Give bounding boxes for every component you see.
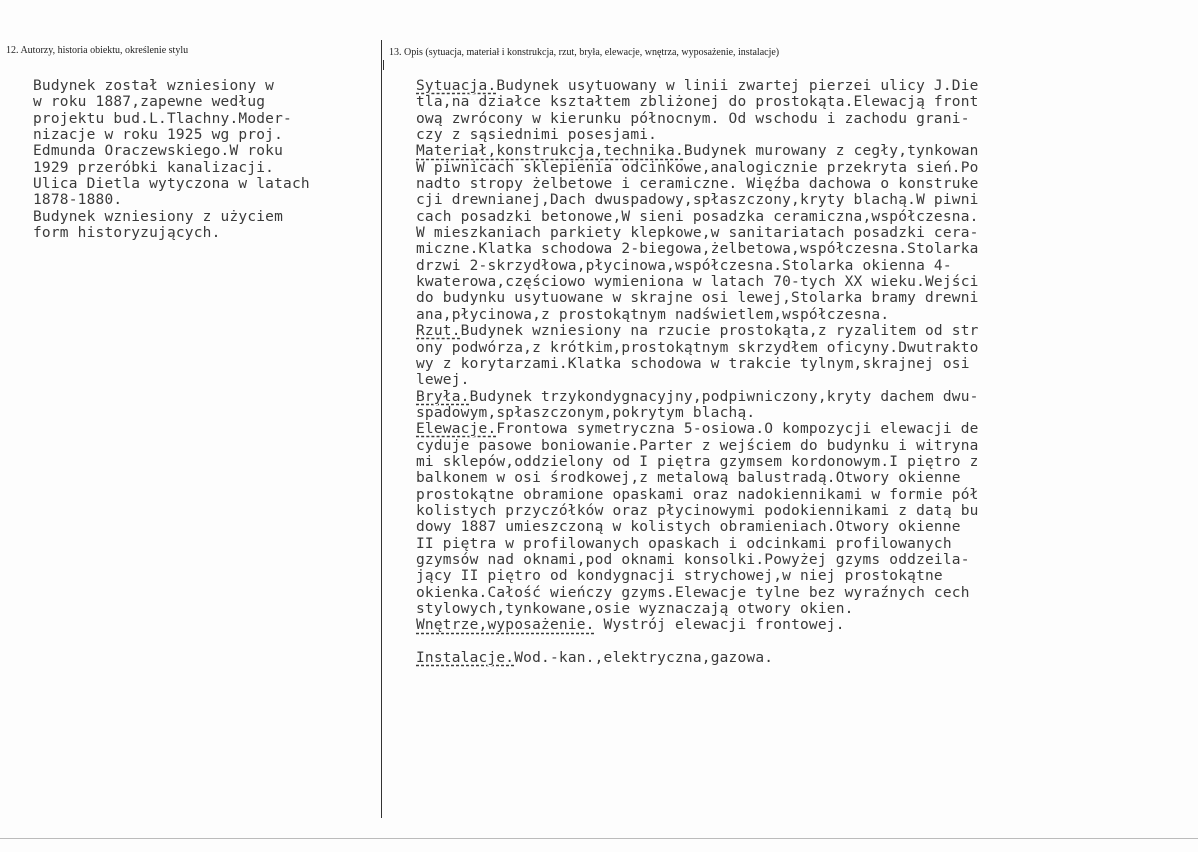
line-text: balkonem w osi środkowej,z metalową balustradą.Otwory okienne xyxy=(416,470,961,487)
page-bottom-edge xyxy=(0,838,1198,839)
description-line xyxy=(416,421,1196,437)
section-13-title: 13. Opis (sytuacja, materiał i konstrukcja, rzut, bryła, elewacje, wnętrza, wyposażenie, instalacje) xyxy=(389,47,780,58)
description-line xyxy=(416,94,1196,110)
description-line xyxy=(416,192,1196,208)
line-text: Budynek murowany z cegły,tynkowan xyxy=(683,143,979,160)
description-line xyxy=(416,470,1196,486)
line-text: cyduje pasowe boniowanie.Parter z wejściem do budynku i witryna xyxy=(416,437,979,454)
line-text: ową zwrócony w kierunku północnym. Od wschodu i zachodu grani- xyxy=(416,110,970,127)
description-line xyxy=(416,601,1196,617)
line-text: lewej. xyxy=(416,372,470,389)
description-line xyxy=(416,241,1196,257)
line-text: Budynek usytuowany w linii zwartej pierzei ulicy J.Die xyxy=(496,78,979,94)
line-text: Wod.-kan.,elektryczna,gazowa. xyxy=(514,650,774,667)
line-text: ony podwórza,z krótkim,prostokątnym skrzydłem oficyny.Dwutrakto xyxy=(416,339,979,356)
description-text xyxy=(416,78,1196,666)
left-text-line: w roku 1887,zapewne według xyxy=(33,94,266,111)
line-text: Budynek trzykondygnacyjny,podpiwniczony,kryty dachem dwu- xyxy=(469,388,979,405)
line-text: drzwi 2-skrzydłowa,płycinowa,współczesna.Stolarka okienna 4- xyxy=(416,257,952,274)
line-text: Wystrój elewacji frontowej. xyxy=(594,617,845,634)
description-line xyxy=(416,552,1196,568)
line-text: kwaterowa,częściowo wymieniona w latach 70-tych XX wieku.Wejści xyxy=(416,274,979,291)
description-line xyxy=(416,585,1196,601)
line-text: dowy 1887 umieszczoną w kolistych obramieniach.Otwory okienne xyxy=(416,519,961,536)
line-text: Budynek wzniesiony na rzucie prostokąta,z ryzalitem od str xyxy=(460,323,979,340)
line-text: mi sklepów,oddzielony od I piętra gzymsem kordonowym.I piętro z xyxy=(416,453,979,470)
description-line xyxy=(416,127,1196,143)
description-line xyxy=(416,290,1196,306)
description-line xyxy=(416,634,1196,650)
line-text: tla,na działce kształtem zbliżonej do prostokąta.Elewacją front xyxy=(416,94,979,111)
line-text: ana,płycinowa,z prostokątnym nadświetlem,współczesna. xyxy=(416,306,890,323)
description-line xyxy=(416,340,1196,356)
left-text-line: projektu bud.L.Tlachny.Moder- xyxy=(33,110,292,127)
description-line xyxy=(416,176,1196,192)
description-line xyxy=(416,323,1196,339)
line-text: gzymsów nad oknami,pod oknami konsolki.Powyżej gzyms oddzeila- xyxy=(416,551,970,568)
column-divider xyxy=(381,40,382,818)
line-text: II piętra w profilowanych opaskach i odcinkami profilowanych xyxy=(416,535,952,552)
left-text-line: Budynek wzniesiony z użyciem xyxy=(33,208,284,225)
section-12-title: 12. Autorzy, historia obiektu, określenie stylu xyxy=(6,45,189,56)
description-line xyxy=(416,356,1196,372)
description-line xyxy=(416,160,1196,176)
left-text-line: Edmunda Oraczewskiego.W roku xyxy=(33,143,284,160)
line-text: cach posadzki betonowe,W sieni posadzka ceramiczna,współczesna. xyxy=(416,208,979,225)
description-line xyxy=(416,258,1196,274)
left-text-line: nizacje w roku 1925 wg proj. xyxy=(33,127,284,144)
line-text: jący II piętro od kondygnacji strychowej,w niej prostokątne xyxy=(416,568,943,585)
description-line xyxy=(416,503,1196,519)
description-line xyxy=(416,307,1196,323)
description-line xyxy=(416,568,1196,584)
line-text: wy z korytarzami.Klatka schodowa w trakcie tylnym,skrajnej osi xyxy=(416,355,970,372)
left-text-line: Budynek został wzniesiony w xyxy=(33,78,275,94)
line-text: czy z sąsiednimi posesjami. xyxy=(416,127,658,144)
line-text: cji drewnianej,Dach dwuspadowy,spłaszczony,kryty blachą.W piwni xyxy=(416,192,979,209)
authors-history-text xyxy=(33,78,378,241)
section-heading: Instalacje. xyxy=(416,650,515,667)
description-line xyxy=(416,405,1196,421)
description-line xyxy=(416,617,1196,633)
line-text: W piwnicach sklepienia odcinkowe,analogicznie przekryta sień.Po xyxy=(416,159,979,176)
description-line xyxy=(416,389,1196,405)
line-text: do budynku usytuowane w skrajne osi lewej,Stolarka bramy drewni xyxy=(416,290,979,307)
line-text: okienka.Całość wieńczy gzyms.Elewacje tylne bez wyraźnych cech xyxy=(416,584,970,601)
left-text-line: 1929 przeróbki kanalizacji. xyxy=(33,159,275,176)
section-heading: Wnętrze,wyposażenie. xyxy=(416,617,595,634)
description-line xyxy=(416,78,1196,94)
description-line xyxy=(416,536,1196,552)
description-line xyxy=(416,454,1196,470)
section-heading: Materiał,konstrukcja,technika. xyxy=(416,143,684,160)
description-line xyxy=(416,209,1196,225)
line-text: nadto stropy żelbetowe i ceramiczne. Więźba dachowa o konstruke xyxy=(416,176,979,193)
description-line xyxy=(416,111,1196,127)
divider-tick xyxy=(383,60,384,70)
line-text: prostokątne obramione opaskami oraz nadokiennikami w formie pół xyxy=(416,486,979,503)
description-line xyxy=(416,225,1196,241)
line-text: W mieszkaniach parkiety klepkowe,w sanitariatach posadzki cera- xyxy=(416,225,979,242)
description-line xyxy=(416,438,1196,454)
section-heading: Bryła. xyxy=(416,388,470,405)
left-text-line: 1878-1880. xyxy=(33,192,123,209)
description-line xyxy=(416,519,1196,535)
section-heading: Rzut. xyxy=(416,323,461,340)
description-line xyxy=(416,274,1196,290)
line-text: miczne.Klatka schodowa 2-biegowa,żelbetowa,współczesna.Stolarka xyxy=(416,241,979,258)
description-line xyxy=(416,487,1196,503)
line-text: spadowym,spłaszczonym,pokrytym blachą. xyxy=(416,404,756,421)
section-heading: Sytuacja. xyxy=(416,78,497,94)
section-heading: Elewacje. xyxy=(416,421,497,438)
line-text: stylowych,tynkowane,osie wyznaczają otwory okien. xyxy=(416,601,854,617)
left-text-line: Ulica Dietla wytyczona w latach xyxy=(33,176,310,193)
line-text: Frontowa symetryczna 5-osiowa.O kompozycji elewacji de xyxy=(496,421,979,438)
left-text-line: form historyzujących. xyxy=(33,225,221,242)
line-text: kolistych przyczółków oraz płycinowymi podokiennikami z datą bu xyxy=(416,502,979,519)
description-line xyxy=(416,143,1196,159)
description-line xyxy=(416,372,1196,388)
description-line xyxy=(416,650,1196,666)
